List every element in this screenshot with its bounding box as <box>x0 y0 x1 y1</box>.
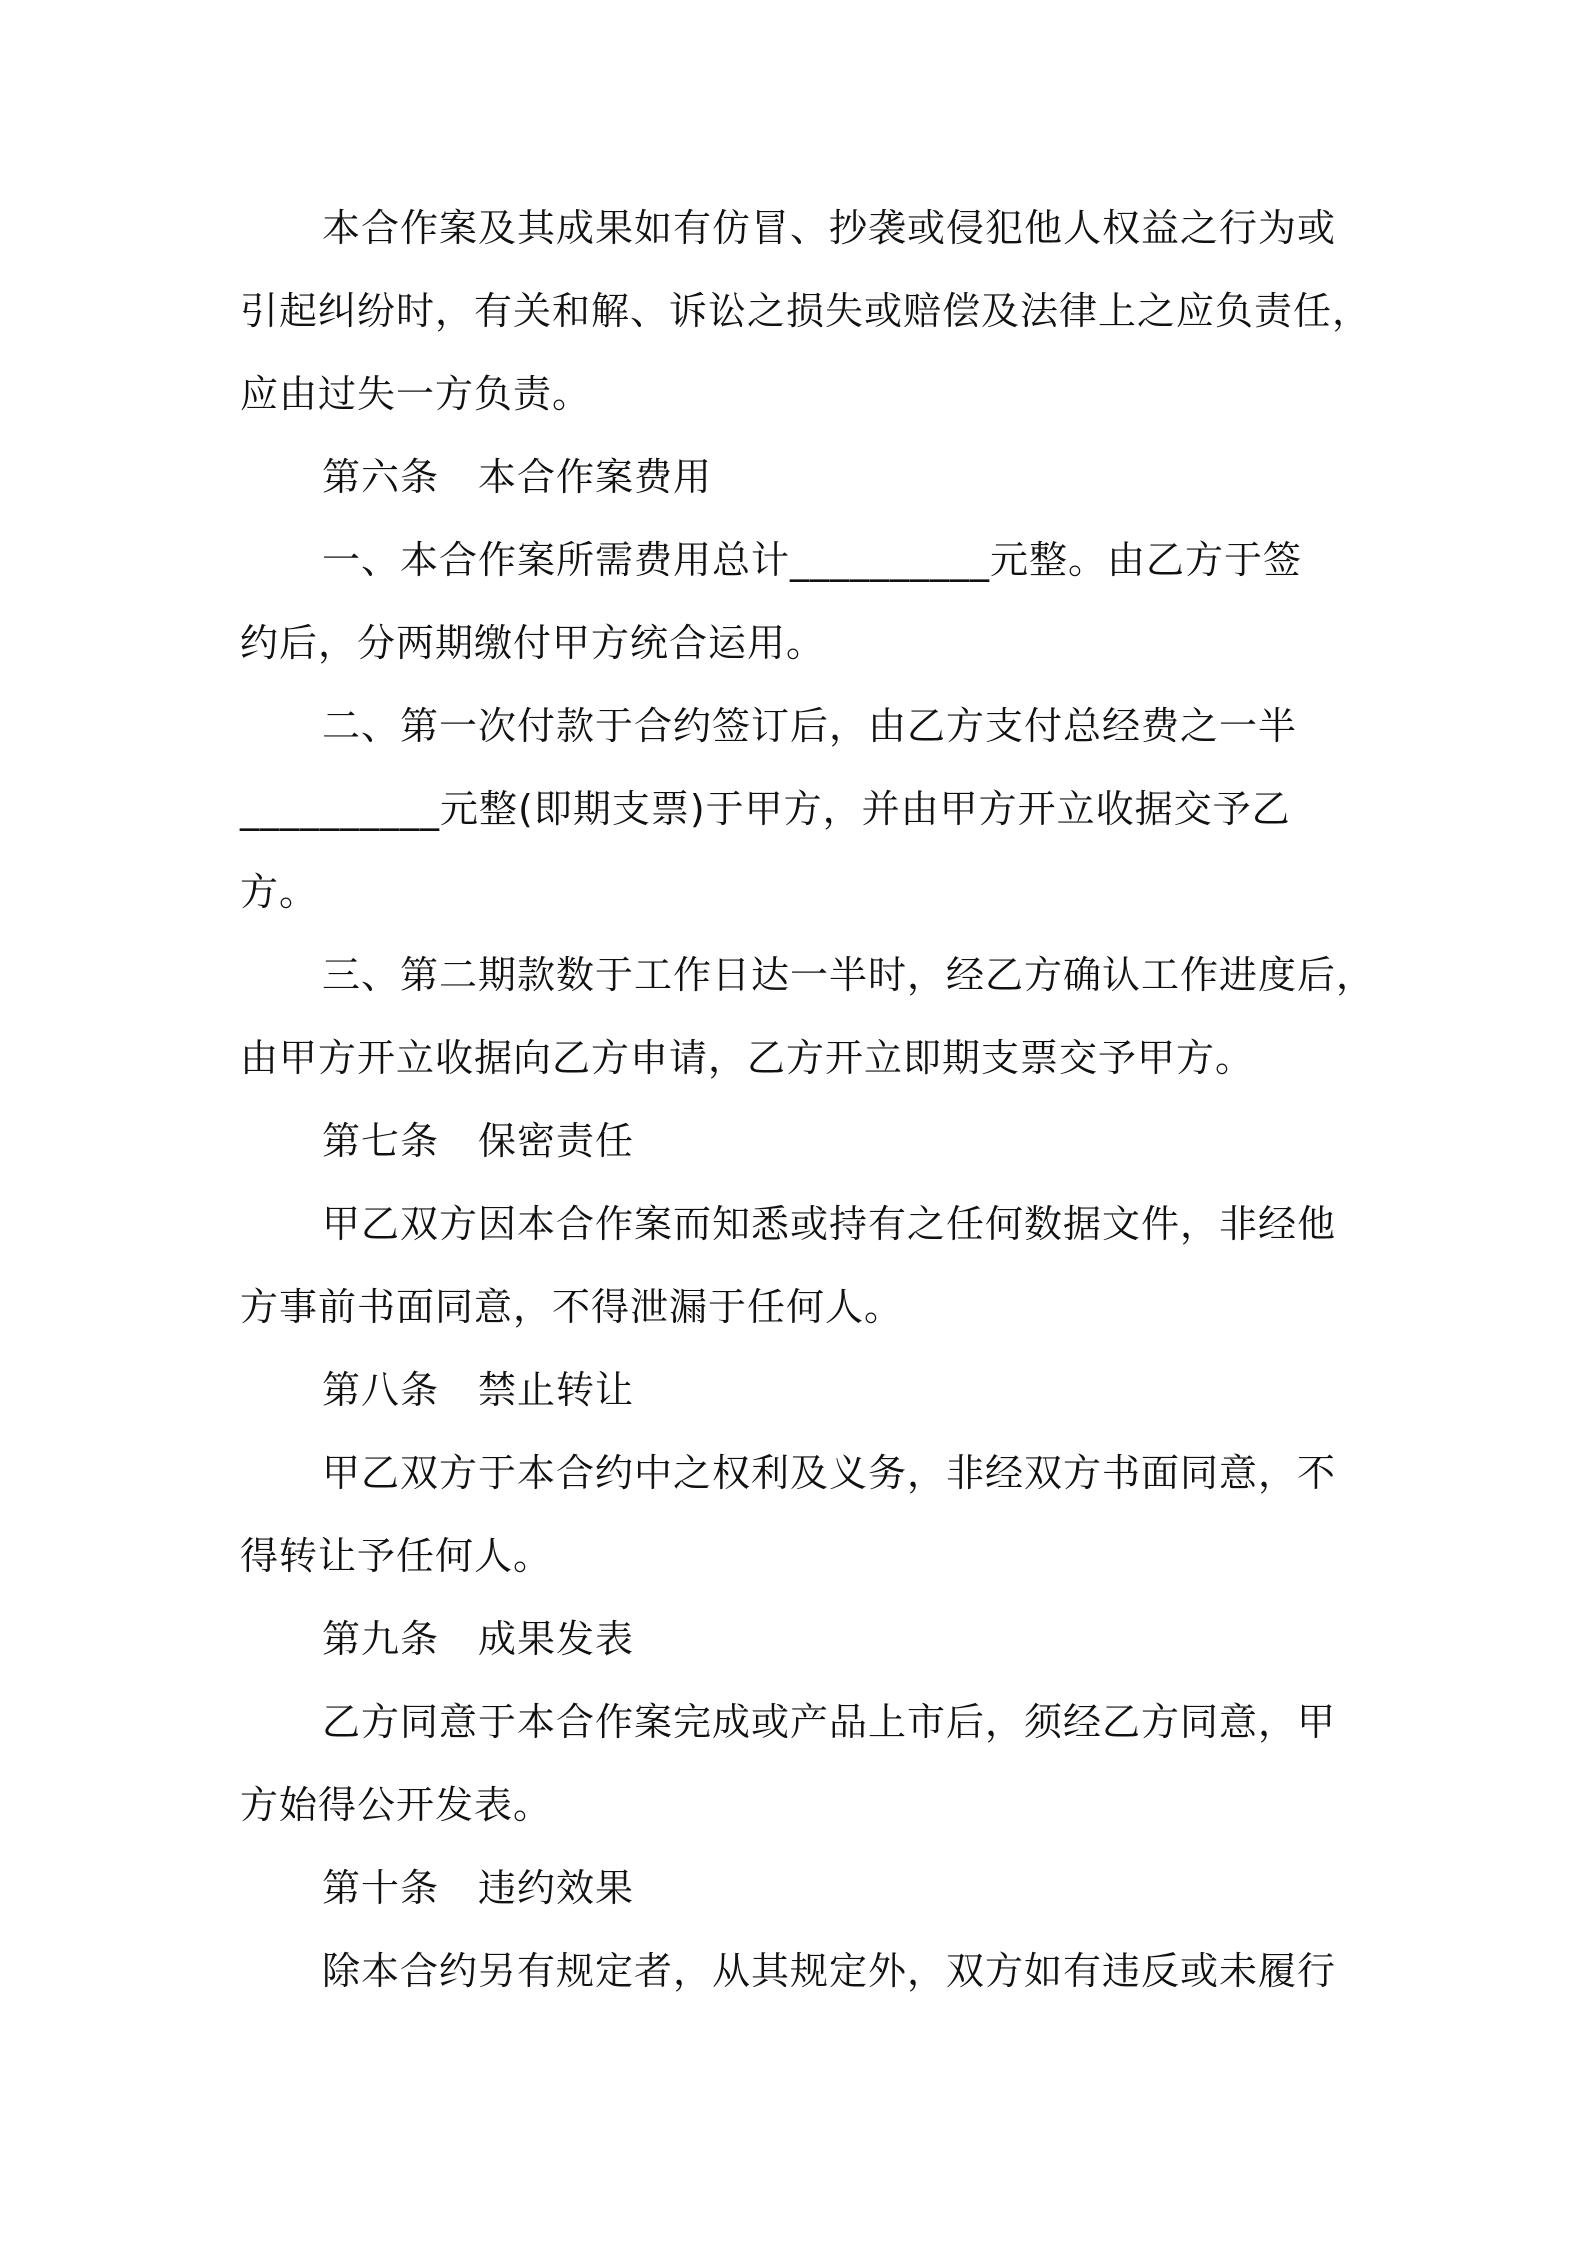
paragraph-line: 方事前书面同意，不得泄漏于任何人。 <box>240 1285 904 1329</box>
paragraph-line: 方。 <box>240 870 319 914</box>
paragraph-line: 甲乙双方因本合作案而知悉或持有之任何数据文件，非经他 <box>322 1202 1337 1246</box>
article-heading: 第七条 保密责任 <box>322 1119 635 1163</box>
paragraph-line: 一、本合作案所需费用总计__________元整。由乙方于签 <box>322 538 1303 582</box>
paragraph-line: 由甲方开立收据向乙方申请，乙方开立即期支票交予甲方。 <box>240 1036 1255 1080</box>
paragraph-line: 得转让予任何人。 <box>240 1534 553 1578</box>
article-heading: 第九条 成果发表 <box>322 1617 635 1661</box>
paragraph-line: 甲乙双方于本合约中之权利及义务，非经双方书面同意，不 <box>322 1451 1337 1495</box>
paragraph-line: 引起纠纷时，有关和解、诉讼之损失或赔偿及法律上之应负责任， <box>240 289 1372 333</box>
article-heading: 第十条 违约效果 <box>322 1866 635 1910</box>
paragraph-line: 乙方同意于本合作案完成或产品上市后，须经乙方同意，甲 <box>322 1700 1337 1744</box>
paragraph-line: __________元整(即期支票)于甲方，并由甲方开立收据交予乙 <box>240 787 1291 831</box>
paragraph-line: 除本合约另有规定者，从其规定外，双方如有违反或未履行 <box>322 1949 1337 1993</box>
paragraph-line: 约后，分两期缴付甲方统合运用。 <box>240 621 826 665</box>
paragraph-line: 应由过失一方负责。 <box>240 372 592 416</box>
paragraph-line: 方始得公开发表。 <box>240 1783 553 1827</box>
paragraph-line: 三、第二期款数于工作日达一半时，经乙方确认工作进度后， <box>322 953 1376 997</box>
article-heading: 第六条 本合作案费用 <box>322 455 713 499</box>
paragraph-line: 二、第一次付款于合约签订后，由乙方支付总经费之一半 <box>322 704 1298 748</box>
article-heading: 第八条 禁止转让 <box>322 1368 635 1412</box>
paragraph-line: 本合作案及其成果如有仿冒、抄袭或侵犯他人权益之行为或 <box>322 206 1337 250</box>
